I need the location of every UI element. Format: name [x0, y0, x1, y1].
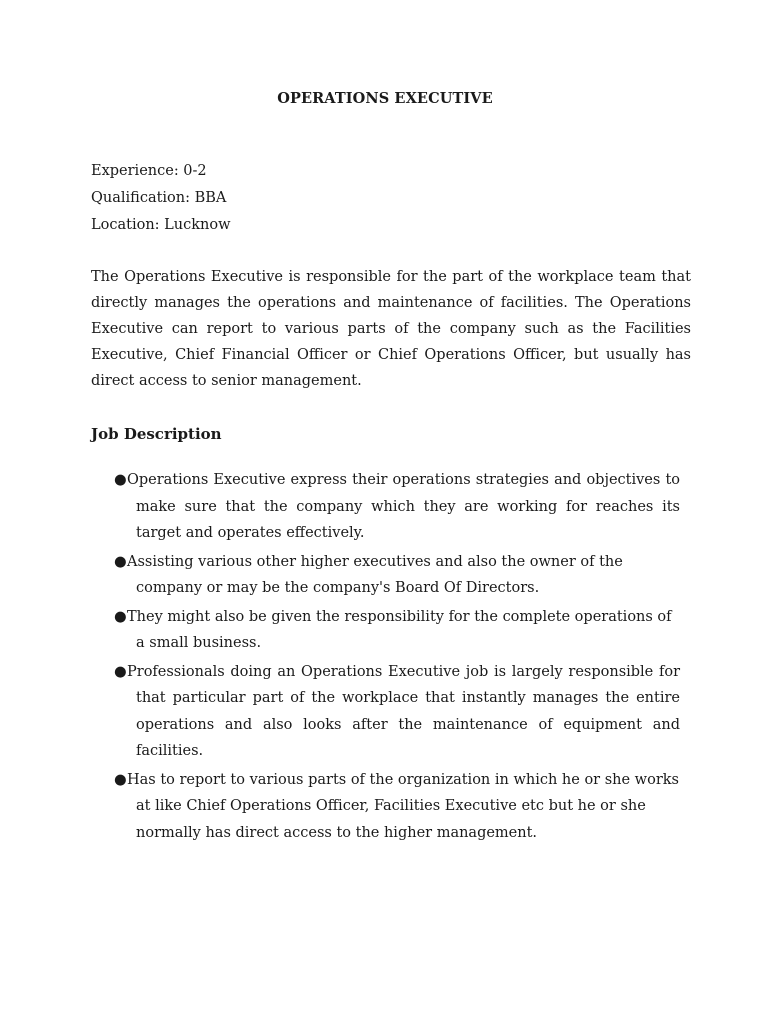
job-description-heading: Job Description — [91, 425, 222, 443]
list-item — [114, 467, 680, 547]
intro-paragraph: The Operations Executive is responsible for the part of the workplace team that directly manages the operations and maintenance of facilities. The Operations Executive can report to various parts of the company such as the Facilities Executive, Chief Financial Officer or Chief Operations Officer, but usually has direct access to senior management. — [91, 269, 691, 389]
bullet-icon: ● — [114, 663, 127, 680]
bullet-icon: ● — [114, 472, 127, 488]
qualification-line: Qualification: BBA — [91, 190, 227, 206]
bullet-icon: ● — [114, 608, 127, 625]
list-item — [114, 549, 680, 602]
list-item-text: Assisting various other higher executives and also the owner of the company or may be the company's Board Of Directors. — [127, 553, 623, 596]
bullet-icon: ● — [114, 771, 127, 788]
location-line: Location: Lucknow — [91, 217, 231, 233]
list-item-text: Operations Executive express their operations strategies and objectives to make sure that the company which they are working for reaches its target and operates effectively. — [127, 472, 680, 541]
list-item-text: They might also be given the responsibility for the complete operations of a small business. — [127, 608, 672, 651]
experience-line: Experience: 0-2 — [91, 163, 207, 179]
list-item — [114, 767, 680, 847]
list-item-text: Has to report to various parts of the organization in which he or she works at like Chief Operations Officer, Facilities Executive etc but he or she normally has direct access to the higher management. — [127, 771, 679, 841]
job-description-list — [114, 467, 680, 848]
list-item — [114, 659, 680, 765]
page-title: OPERATIONS EXECUTIVE — [277, 90, 493, 107]
list-item-text: Professionals doing an Operations Executive job is largely responsible for that particular part of the workplace that instantly manages the entire operations and also looks after the maintenance of equipment and facilities. — [127, 663, 680, 759]
bullet-icon: ● — [114, 553, 127, 570]
list-item — [114, 604, 680, 657]
job-meta — [91, 158, 231, 239]
